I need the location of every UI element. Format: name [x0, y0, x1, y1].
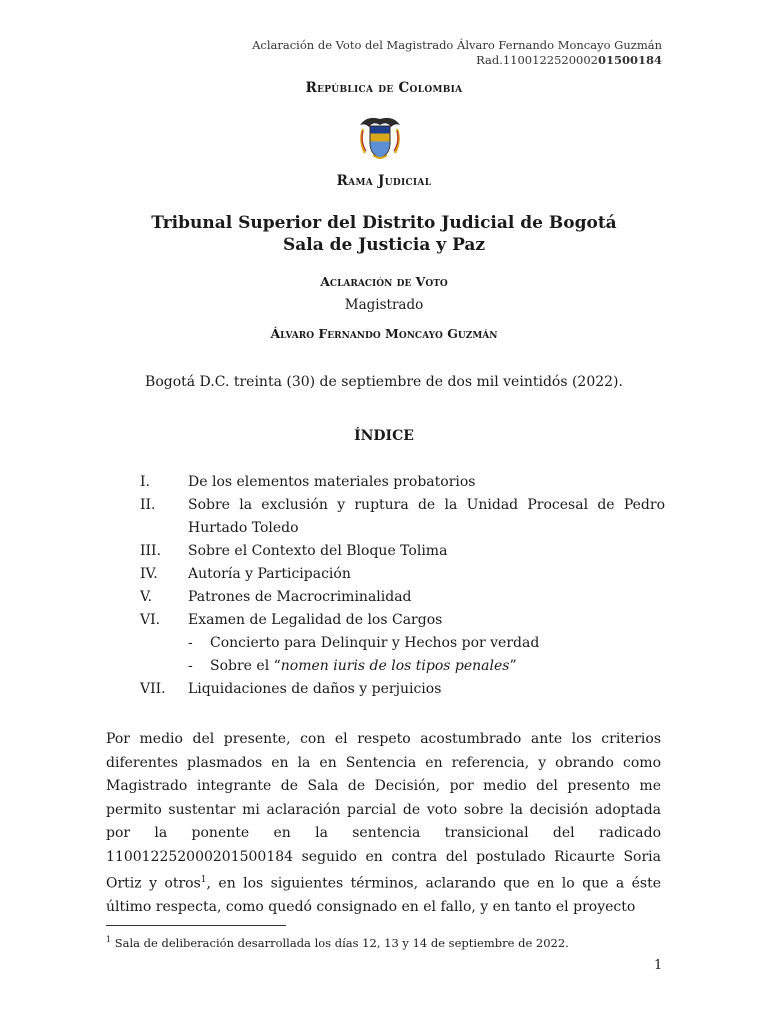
aclaracion-heading: Aclaración de Voto — [320, 274, 448, 289]
header-radicado — [252, 53, 662, 68]
rama-judicial-heading: Rama Judicial — [336, 173, 432, 189]
radicado-prefix: Rad.1100122520002 — [476, 53, 598, 67]
toc-text: De los elementos materiales probatorios — [188, 474, 476, 490]
header-title: Aclaración de Voto del Magistrado Álvaro Fernando Moncayo Guzmán — [252, 38, 662, 52]
toc-subitem-text: Concierto para Delinquir y Hechos por verdad — [210, 635, 540, 651]
document-date: Bogotá D.C. treinta (30) de septiembre de dos mil veintidós (2022). — [145, 374, 623, 390]
toc-item — [140, 494, 665, 540]
toc-dash: - — [188, 658, 193, 674]
page-number: 1 — [654, 958, 663, 973]
index-heading: ÍNDICE — [354, 428, 414, 444]
toc-text: Examen de Legalidad de los Cargos — [188, 612, 443, 628]
paragraph-text-continued: , en los siguientes términos, aclarando que en lo que a éste último respecta, como quedó consignado en el fallo, y en tanto el proyecto — [106, 875, 662, 916]
tribunal-name: Tribunal Superior del Distrito Judicial de Bogotá — [151, 213, 617, 233]
toc-number: I. — [140, 474, 150, 490]
toc-subitem-text — [210, 655, 517, 678]
coat-of-arms-icon — [357, 111, 403, 161]
toc-item — [140, 586, 665, 609]
toc-dash: - — [188, 635, 193, 651]
republica-heading: República de Colombia — [305, 80, 463, 96]
footnote-marker: 1 — [106, 935, 112, 944]
toc-item — [140, 471, 665, 494]
toc-number: V. — [140, 589, 153, 605]
toc-subitem — [140, 655, 665, 678]
footnote-text: Sala de deliberación desarrollada los días 12, 13 y 14 de septiembre de 2022. — [111, 935, 569, 950]
subitem-italic: nomen iuris de los tipos penales — [280, 658, 510, 674]
toc-subitem — [140, 632, 665, 655]
subitem-suffix: ” — [509, 658, 517, 674]
toc-number: II. — [140, 497, 156, 513]
magistrado-label: Magistrado — [344, 297, 424, 313]
radicado-suffix: 01500184 — [597, 53, 662, 67]
toc-text: Patrones de Macrocriminalidad — [188, 589, 412, 605]
footnote-reference: 1 — [200, 875, 207, 885]
toc-text: Sobre el Contexto del Bloque Tolima — [188, 543, 448, 559]
magistrado-name: Álvaro Fernando Moncayo Guzmán — [270, 326, 498, 341]
footnote-divider — [106, 925, 286, 926]
subitem-prefix: Sobre el “ — [210, 658, 281, 674]
toc-item — [140, 540, 665, 563]
toc-item — [140, 678, 665, 701]
footnote — [106, 932, 569, 951]
body-paragraph — [106, 728, 661, 920]
tribunal-heading — [0, 212, 768, 256]
toc-text: Sobre la exclusión y ruptura de la Unidad Procesal de Pedro Hurtado Toledo — [188, 497, 665, 536]
toc-text: Liquidaciones de daños y perjuicios — [188, 681, 442, 697]
toc-number: IV. — [140, 566, 158, 582]
toc-item — [140, 563, 665, 586]
toc-item — [140, 609, 665, 632]
toc-number: VII. — [140, 681, 166, 697]
toc-text: Autoría y Participación — [188, 566, 351, 582]
running-header — [252, 38, 662, 68]
toc-number: VI. — [140, 612, 161, 628]
toc-number: III. — [140, 543, 162, 559]
table-of-contents — [140, 471, 665, 701]
paragraph-text: Por medio del presente, con el respeto acostumbrado ante los criterios diferentes plasmados en la en Sentencia en referencia, y obrando como Magistrado integrante de Sala de Decisión, por medio del presento me permito sustentar mi aclaración parcial de voto sobre la decisión adoptada por la ponente en la sentencia transicional del radicado 11001225200020150018​4 seguido en contra del postulado Ricaurte Soria Ortiz y otros — [106, 731, 661, 892]
sala-name: Sala de Justicia y Paz — [282, 235, 486, 255]
